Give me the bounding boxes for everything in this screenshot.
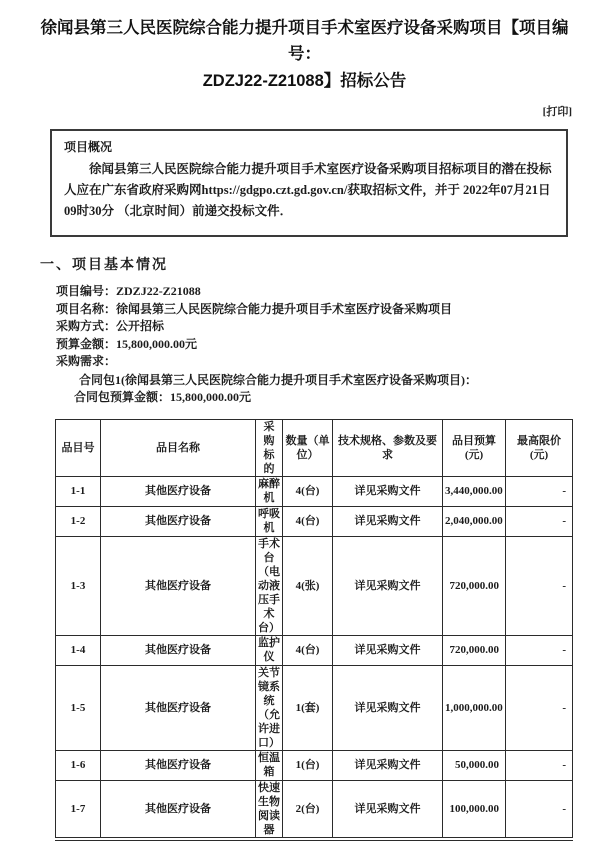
field-value: 15,800,000.00元 <box>116 336 198 351</box>
max-price-cell: - <box>506 780 573 839</box>
table-row <box>56 476 573 506</box>
specs-cell: 详见采购文件 <box>333 750 443 780</box>
field-label: 采购方式： <box>56 319 117 334</box>
column-header-procurement-target: 采购标的 <box>256 419 283 476</box>
max-price-cell: - <box>506 536 573 635</box>
item-name-cell: 其他医疗设备 <box>101 536 256 635</box>
budget-cell: 2,040,000.00 <box>443 506 506 536</box>
budget-cell: 720,000.00 <box>443 536 506 635</box>
table-row <box>56 635 573 665</box>
item-name-cell: 其他医疗设备 <box>101 506 256 536</box>
table-row <box>56 780 573 839</box>
max-price-cell: - <box>506 506 573 536</box>
basic-info-fields <box>56 283 609 371</box>
specs-cell: 详见采购文件 <box>333 635 443 665</box>
overview-paragraph: 徐闻县第三人民医院综合能力提升项目手术室医疗设备采购项目招标项目的潜在投标人应在广东省政府采购网https://gdgpo.czt.gd.gov.cn/获取招标文件，并于 2022年07月21日 09时30分 （北京时间）前递交投标文件． <box>64 162 552 219</box>
specs-cell: 详见采购文件 <box>333 476 443 506</box>
table-row <box>56 750 573 780</box>
field-value: 徐闻县第三人民医院综合能力提升项目手术室医疗设备采购项目 <box>116 301 453 316</box>
print-row <box>0 103 609 119</box>
page-title-line2: ZDZJ22-Z21088】招标公告 <box>202 71 407 90</box>
field-label: 采购需求： <box>56 354 117 369</box>
item-no-cell: 1-1 <box>56 476 101 506</box>
specs-cell: 详见采购文件 <box>333 506 443 536</box>
item-name-cell: 其他医疗设备 <box>101 476 256 506</box>
field-label: 预算金额： <box>56 336 117 351</box>
item-name-cell: 其他医疗设备 <box>101 780 256 839</box>
item-name-cell: 其他医疗设备 <box>101 750 256 780</box>
field-value: ZDZJ22-Z21088 <box>116 284 201 299</box>
column-header-item-no: 品目号 <box>56 419 101 476</box>
field-budget-amount <box>56 336 609 354</box>
table-row <box>56 506 573 536</box>
specs-cell: 详见采购文件 <box>333 665 443 750</box>
field-label: 项目名称： <box>56 301 117 316</box>
quantity-cell: 2(台) <box>283 780 333 839</box>
quantity-cell: 1(套) <box>283 665 333 750</box>
item-name-cell: 其他医疗设备 <box>101 665 256 750</box>
budget-cell: 100,000.00 <box>443 780 506 839</box>
item-no-cell: 1-6 <box>56 750 101 780</box>
contract-package-line: 合同包1(徐闻县第三人民医院综合能力提升项目手术室医疗设备采购项目)： <box>79 372 477 387</box>
project-overview-box <box>50 129 568 237</box>
field-label: 项目编号： <box>56 284 117 299</box>
target-cell: 麻醉机 <box>256 476 283 506</box>
package-budget-label: 合同包预算金额： <box>74 390 171 405</box>
page-title <box>0 15 609 94</box>
print-button[interactable]: [打印] <box>542 106 572 119</box>
column-header-item-name: 品目名称 <box>101 419 256 476</box>
column-header-quantity: 数量（单位） <box>283 419 333 476</box>
max-price-cell: - <box>506 635 573 665</box>
field-project-name <box>56 301 609 319</box>
target-cell: 呼吸机 <box>256 506 283 536</box>
quantity-cell: 4(张) <box>283 536 333 635</box>
target-cell: 关节镜系统（允许进口） <box>256 665 283 750</box>
table-row <box>56 536 573 635</box>
target-cell: 恒温箱 <box>256 750 283 780</box>
table-header-row <box>56 419 573 476</box>
overview-heading: 项目概况 <box>64 140 113 155</box>
column-header-specs: 技术规格、参数及要求 <box>333 419 443 476</box>
item-no-cell: 1-4 <box>56 635 101 665</box>
field-value: 公开招标 <box>116 319 165 334</box>
quantity-cell: 4(台) <box>283 635 333 665</box>
item-no-cell: 1-5 <box>56 665 101 750</box>
quantity-cell: 4(台) <box>283 506 333 536</box>
column-header-max-price: 最高限价(元) <box>506 419 573 476</box>
specs-cell: 详见采购文件 <box>333 536 443 635</box>
max-price-cell: - <box>506 750 573 780</box>
procurement-items-table <box>55 419 573 841</box>
specs-cell: 详见采购文件 <box>333 780 443 839</box>
contract-package-budget <box>74 389 609 407</box>
quantity-cell: 1(台) <box>283 750 333 780</box>
field-project-number <box>56 283 609 301</box>
item-no-cell: 1-2 <box>56 506 101 536</box>
budget-cell: 50,000.00 <box>443 750 506 780</box>
max-price-cell: - <box>506 476 573 506</box>
item-no-cell: 1-7 <box>56 780 101 839</box>
item-name-cell: 其他医疗设备 <box>101 635 256 665</box>
target-cell: 快速生物阅读器 <box>256 780 283 839</box>
package-budget-value: 15,800,000.00元 <box>170 390 252 405</box>
field-procurement-method <box>56 318 609 336</box>
field-procurement-demand <box>56 353 609 371</box>
page-title-line1: 徐闻县第三人民医院综合能力提升项目手术室医疗设备采购项目【项目编号： <box>40 19 569 64</box>
target-cell: 手术台（电动液压手术台） <box>256 536 283 635</box>
budget-cell: 1,000,000.00 <box>443 665 506 750</box>
column-header-item-budget: 品目预算(元) <box>443 419 506 476</box>
quantity-cell: 4(台) <box>283 476 333 506</box>
item-no-cell: 1-3 <box>56 536 101 635</box>
table-row <box>56 665 573 750</box>
section-heading-basic-info: 一、项目基本情况 <box>40 258 168 274</box>
budget-cell: 720,000.00 <box>443 635 506 665</box>
target-cell: 监护仪 <box>256 635 283 665</box>
budget-cell: 3,440,000.00 <box>443 476 506 506</box>
max-price-cell: - <box>506 665 573 750</box>
